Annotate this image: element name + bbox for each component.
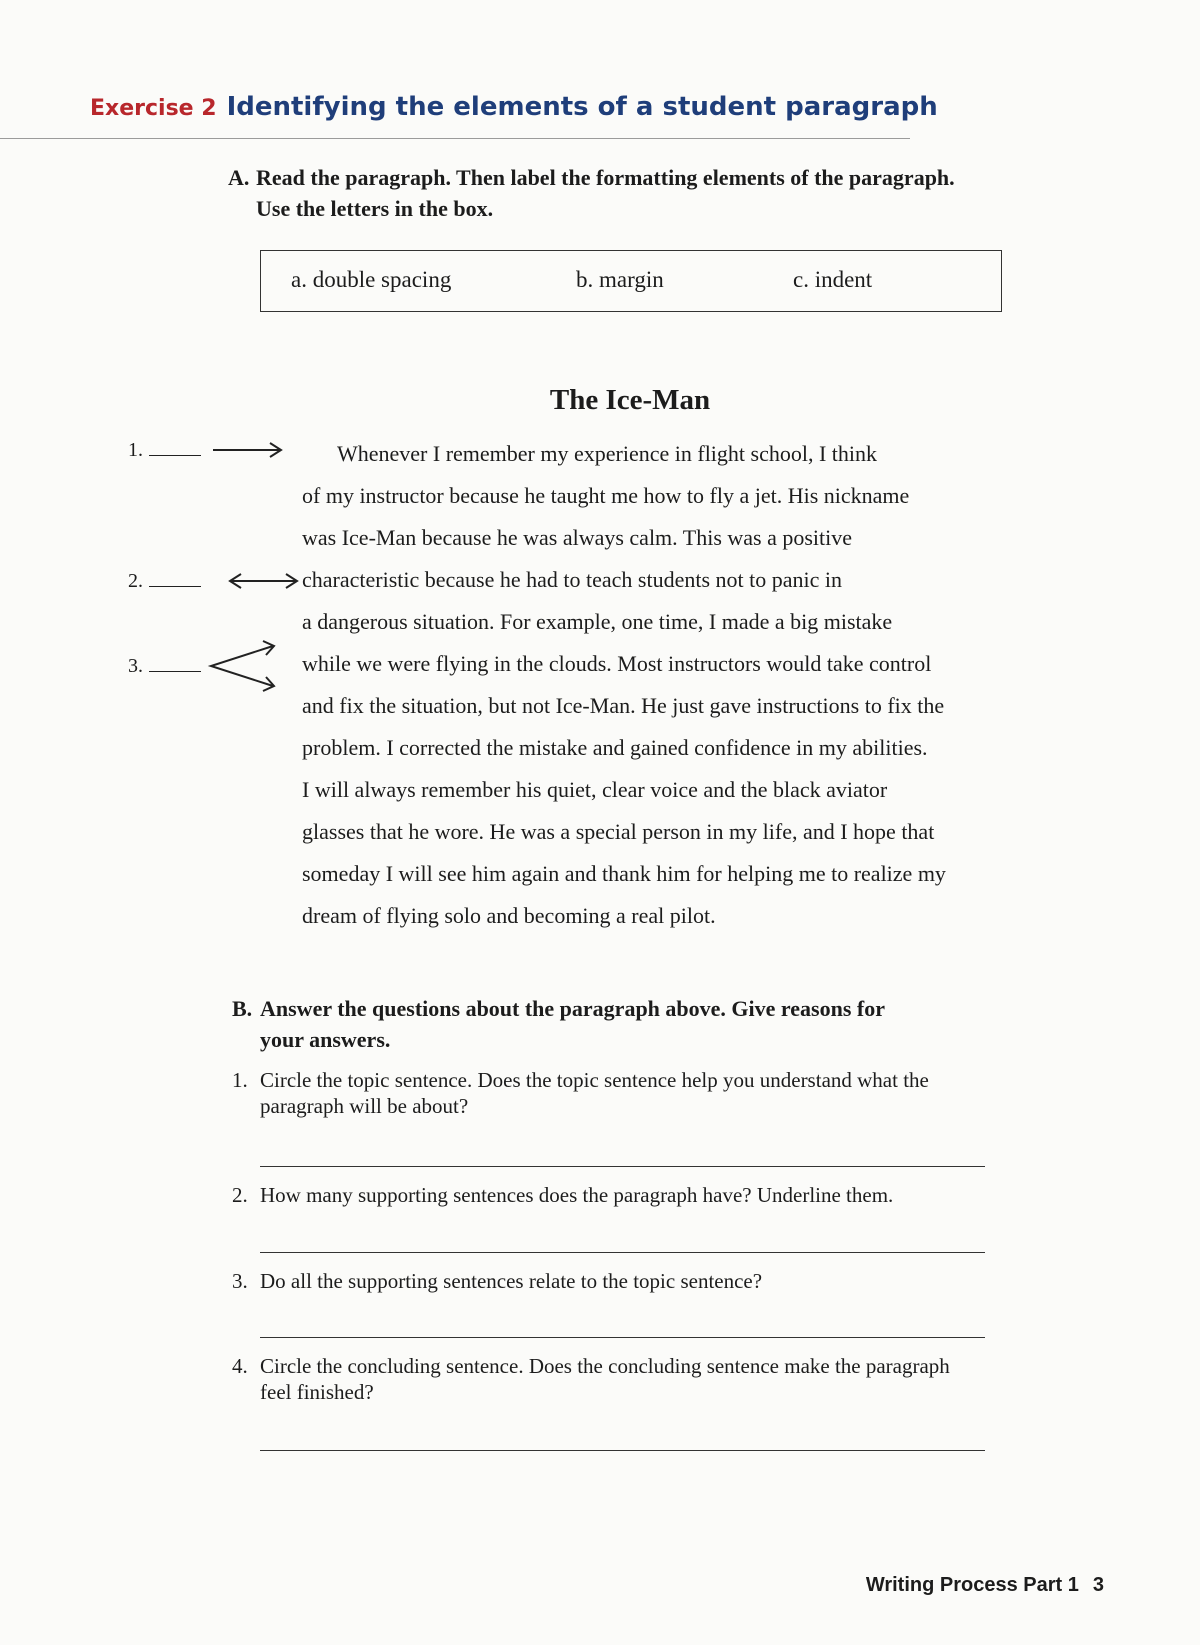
option-margin: b. margin — [576, 267, 664, 292]
label-item-3 — [128, 655, 201, 678]
question-1 — [232, 1067, 992, 1119]
option-double-spacing: a. double spacing — [291, 267, 452, 292]
question-number: 3. — [232, 1269, 248, 1293]
question-text: Do all the supporting sentences relate to the topic sentence? — [260, 1269, 763, 1293]
label-item-2 — [128, 570, 201, 593]
question-number: 1. — [232, 1068, 248, 1092]
question-4 — [232, 1353, 992, 1405]
label-number: 3. — [128, 655, 143, 677]
option-indent: c. indent — [793, 267, 873, 292]
answer-blank[interactable] — [149, 455, 201, 456]
margin-split-arrow-icon — [205, 636, 280, 696]
paragraph-line: of my instructor because he taught me how to fly a jet. His nickname — [302, 483, 910, 508]
header-divider — [0, 138, 910, 139]
paragraph-line: characteristic because he had to teach students not to panic in — [302, 567, 843, 592]
paragraph-line: was Ice-Man because he was always calm. This was a positive — [302, 525, 853, 550]
question-text-continued: paragraph will be about? — [260, 1094, 469, 1118]
section-a-label: A. — [228, 165, 250, 190]
label-number: 1. — [128, 439, 143, 461]
exercise-number: Exercise 2 — [90, 96, 217, 121]
answer-line-1[interactable] — [260, 1166, 985, 1167]
question-number: 4. — [232, 1354, 248, 1378]
label-number: 2. — [128, 570, 143, 592]
paragraph-line: a dangerous situation. For example, one time, I made a big mistake — [302, 609, 893, 634]
page-number: 3 — [1092, 1574, 1104, 1596]
answer-line-3[interactable] — [260, 1337, 985, 1338]
section-b-label: B. — [232, 996, 253, 1021]
paragraph-line: glasses that he wore. He was a special person in my life, and I hope that — [302, 819, 935, 844]
paragraph-line: someday I will see him again and thank him for helping me to realize my — [302, 861, 946, 886]
spacing-double-arrow-icon — [228, 571, 300, 591]
question-text: Circle the concluding sentence. Does the concluding sentence make the paragraph — [260, 1354, 950, 1378]
answer-line-4[interactable] — [260, 1450, 985, 1451]
paragraph-line: Whenever I remember my experience in flight school, I think — [337, 441, 878, 466]
question-number: 2. — [232, 1183, 248, 1207]
answer-blank[interactable] — [149, 586, 201, 587]
question-text-continued: feel finished? — [260, 1380, 374, 1404]
page-footer — [866, 1574, 1104, 1597]
answer-line-2[interactable] — [260, 1252, 985, 1253]
section-b-instructions — [232, 993, 1032, 1055]
question-2 — [232, 1182, 992, 1208]
indent-arrow-icon — [210, 440, 285, 460]
options-box — [260, 250, 1002, 312]
question-text: How many supporting sentences does the paragraph have? Underline them. — [260, 1183, 894, 1207]
footer-section: Writing Process Part 1 — [865, 1574, 1079, 1596]
paragraph-title: The Ice-Man — [549, 384, 711, 416]
label-item-1 — [128, 439, 201, 462]
section-b-instruction-line1: Answer the questions about the paragraph above. Give reasons for — [260, 996, 885, 1021]
exercise-header — [90, 92, 938, 122]
section-a-instruction-line2: Use the letters in the box. — [256, 196, 494, 221]
question-text: Circle the topic sentence. Does the topic sentence help you understand what the — [260, 1068, 929, 1092]
answer-blank[interactable] — [149, 671, 201, 672]
question-3 — [232, 1268, 992, 1294]
paragraph-line: I will always remember his quiet, clear voice and the black aviator — [302, 777, 888, 802]
section-a-instruction-line1: Read the paragraph. Then label the formatting elements of the paragraph. — [256, 165, 955, 190]
paragraph-line: while we were flying in the clouds. Most instructors would take control — [302, 651, 932, 676]
section-a-instructions — [228, 162, 1028, 224]
paragraph-line: and fix the situation, but not Ice-Man. He just gave instructions to fix the — [302, 693, 945, 718]
paragraph-line: dream of flying solo and becoming a real pilot. — [302, 903, 716, 928]
section-b-instruction-line2: your answers. — [260, 1027, 391, 1052]
exercise-title: Identifying the elements of a student paragraph — [226, 92, 938, 122]
paragraph-line: problem. I corrected the mistake and gained confidence in my abilities. — [302, 735, 928, 760]
